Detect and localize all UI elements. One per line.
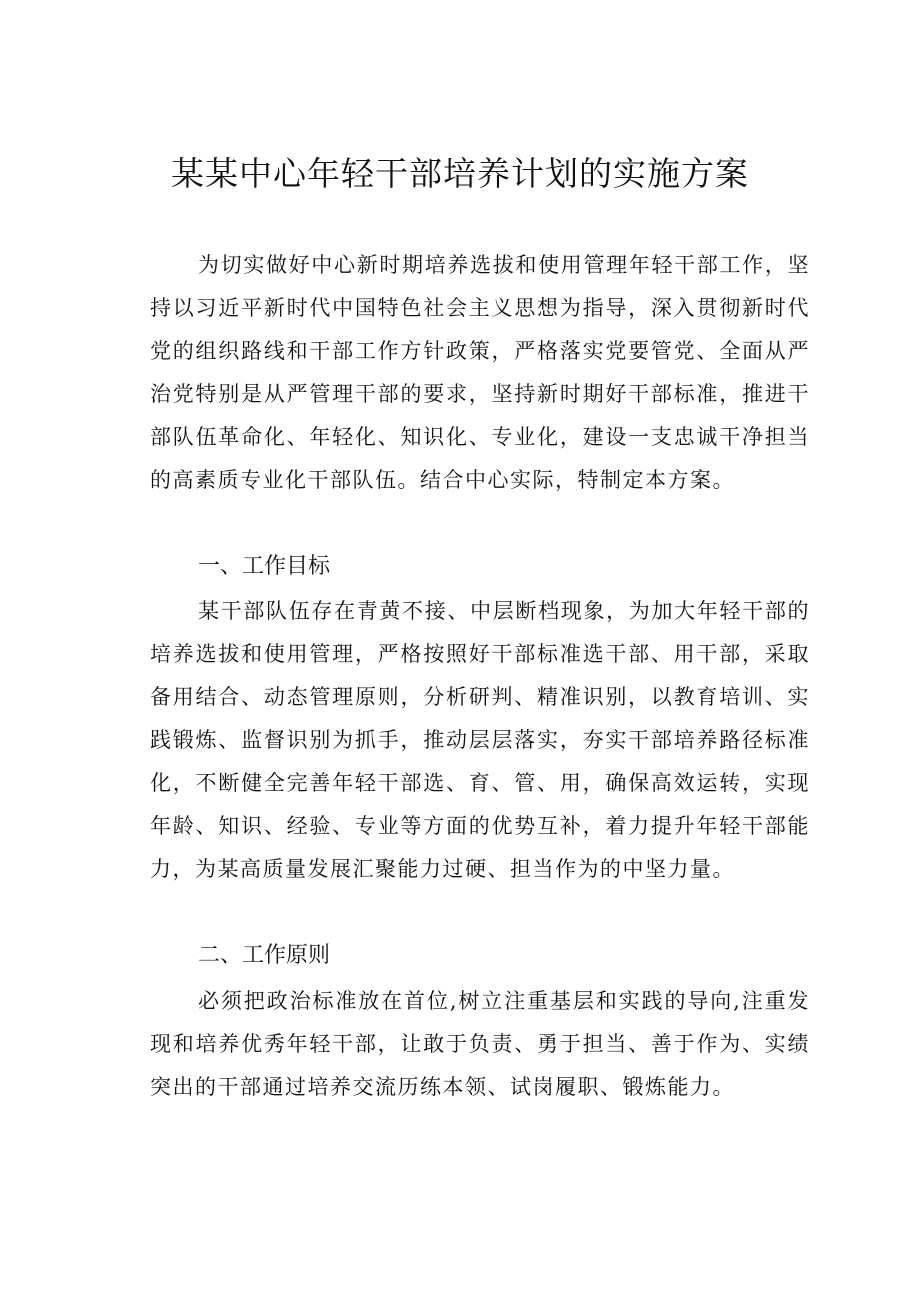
- section-heading-goals: 一、工作目标: [198, 554, 331, 579]
- section-body-principles: 必须把政治标准放在首位,树立注重基层和实践的导向,注重发现和培养优秀年轻干部，让敢于负责、勇于担当、善于作为、实绩突出的干部通过培养交流历练本领、试岗履职、锻炼能力。: [150, 989, 810, 1099]
- section-body-goals: 某干部队伍存在青黄不接、中层断档现象，为加大年轻干部的培养选拔和使用管理，严格按照好干部标准选干部、用干部，采取备用结合、动态管理原则，分析研判、精准识别，以教育培训、实践锻炼、监督识别为抓手，推动层层落实，夯实干部培养路径标准化，不断健全完善年轻干部选、育、管、用，确保高效运转，实现年龄、知识、经验、专业等方面的优势互补，着力提升年轻干部能力，为某高质量发展汇聚能力过硬、担当作为的中坚力量。: [150, 599, 810, 881]
- intro-paragraph: 为切实做好中心新时期培养选拔和使用管理年轻干部工作，坚持以习近平新时代中国特色社会主义思想为指导，深入贯彻新时代党的组织路线和干部工作方针政策，严格落实党要管党、全面从严治党特别是从严管理干部的要求，坚持新时期好干部标准，推进干部队伍革命化、年轻化、知识化、专业化，建设一支忠诚干净担当的高素质专业化干部队伍。结合中心实际，特制定本方案。: [150, 253, 810, 492]
- section-heading-principles: 二、工作原则: [198, 943, 331, 968]
- document-title: 某某中心年轻干部培养计划的实施方案: [171, 154, 749, 193]
